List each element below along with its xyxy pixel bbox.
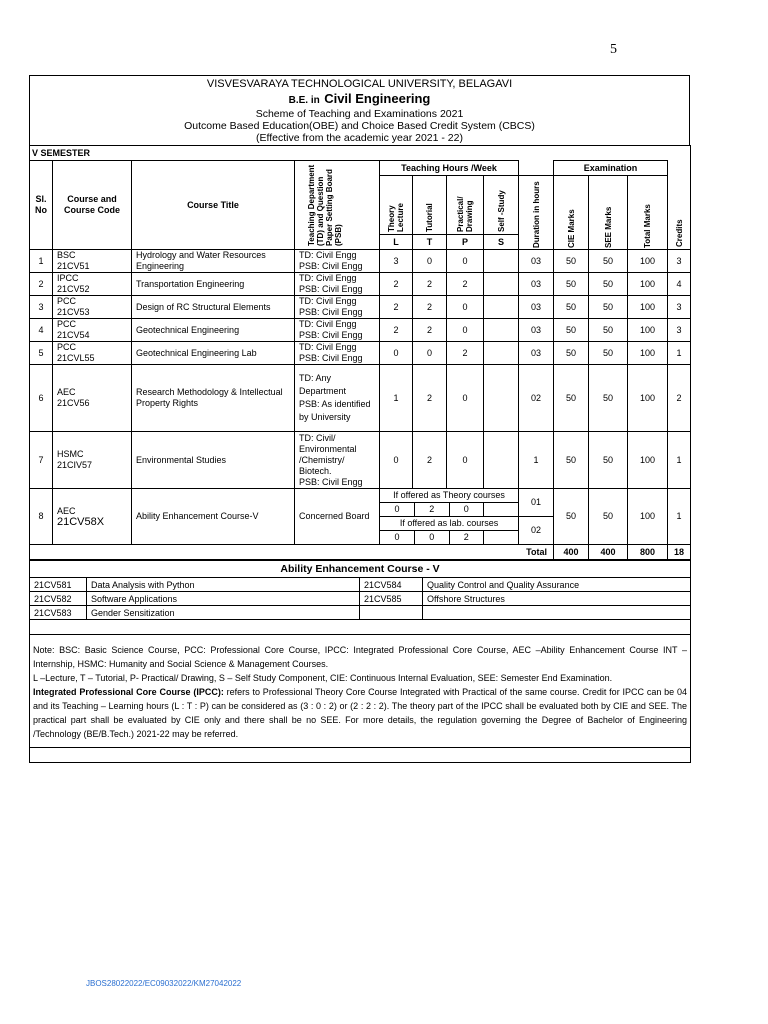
course-code: 21CV54 xyxy=(57,330,90,340)
cell-sl: 6 xyxy=(30,365,53,432)
course-type: BSC xyxy=(57,250,76,260)
ipcc-text: refers to Professional Theory Core Course Integrated with Practical of the same course. Credit for IPCC can be 04 and its Teaching – Learning hours (L : T : P) can be considered as (3 : 0 : 2) or (2 : 2 : 2). The theory part of the IPCC shall be evaluated both by CIE and SEE. The practical part shall be evaluated by CIE only and there shall be no SEE. For more details, the regulation governing the Degree of Bachelor of Engineering /Technology (BE/B.Tech.) 2021-22 may be referred. xyxy=(33,687,688,739)
cell-see: 50 xyxy=(589,342,628,365)
course-type: PCC xyxy=(57,342,77,352)
aec-name xyxy=(423,606,691,620)
theory-t: 2 xyxy=(415,503,450,517)
cell-s xyxy=(484,342,519,365)
col-cie: CIE Marks xyxy=(566,208,576,248)
cell-s xyxy=(484,365,519,432)
cell-credits: 2 xyxy=(668,365,691,432)
col-t: T xyxy=(413,235,447,250)
cell-cie: 50 xyxy=(554,365,589,432)
col-duration: Duration in hours xyxy=(531,180,541,248)
cell-p: 2 xyxy=(447,342,484,365)
cell-cie: 50 xyxy=(554,342,589,365)
cell-sl: 3 xyxy=(30,296,53,319)
table-row xyxy=(30,250,691,273)
cell-l: 2 xyxy=(380,296,413,319)
degree-prefix: B.E. in xyxy=(288,95,320,106)
cell-credits: 4 xyxy=(668,273,691,296)
cell-t: 0 xyxy=(413,250,447,273)
course-dept: TD: Civil Engg PSB: Civil Engg xyxy=(295,273,380,296)
page-number: 5 xyxy=(610,42,617,57)
cell-see: 50 xyxy=(589,432,628,489)
cell-s xyxy=(484,250,519,273)
scheme-sheet xyxy=(29,75,690,763)
cell-s xyxy=(484,273,519,296)
cell-see: 50 xyxy=(589,319,628,342)
course-title: Geotechnical Engineering Lab xyxy=(132,342,295,365)
course-dept: Concerned Board xyxy=(295,489,380,545)
cell-duration: 03 xyxy=(519,250,554,273)
ipcc-label: Integrated Professional Core Course (IPCC): xyxy=(33,687,224,697)
course-code: 21CV51 xyxy=(57,261,90,271)
theory-p: 0 xyxy=(449,503,484,517)
cell-p: 0 xyxy=(447,250,484,273)
aec-code xyxy=(360,606,423,620)
cell-total: 100 xyxy=(628,273,668,296)
cell-total: 100 xyxy=(628,342,668,365)
col-tutorial: Tutorial xyxy=(425,203,435,232)
aec-table xyxy=(29,560,691,763)
col-sl: Sl. No xyxy=(30,161,53,250)
cell-t: 2 xyxy=(413,432,447,489)
lab-l: 0 xyxy=(380,531,415,545)
cell-sl: 2 xyxy=(30,273,53,296)
footer-reference-code: JBOS28022022/EC09032022/KM27042022 xyxy=(86,979,242,988)
cell-total: 100 xyxy=(628,250,668,273)
theory-l: 0 xyxy=(380,503,415,517)
note-legend: L –Lecture, T – Tutorial, P- Practical/ Drawing, S – Self Study Component, CIE: Continuous Internal Evaluation, SEE: Semester End Examination. xyxy=(33,673,613,683)
theory-duration: 01 xyxy=(531,497,542,507)
course-dept: TD: Civil/ Environmental /Chemistry/ Biotech. PSB: Civil Engg xyxy=(295,432,380,489)
obe-title: Outcome Based Education(OBE) and Choice Based Credit System (CBCS) xyxy=(30,120,690,132)
aec-name: Data Analysis with Python xyxy=(87,578,360,592)
col-dept: Teaching Department (TD) and Question Paper Setting Board (PSB) xyxy=(307,164,343,246)
cell-duration: 1 xyxy=(519,432,554,489)
theory-option-note: If offered as Theory courses xyxy=(393,490,505,500)
col-total: Total Marks xyxy=(643,203,653,248)
cell-duration: 02 xyxy=(519,365,554,432)
course-type: AEC xyxy=(57,505,76,516)
cell-l: 0 xyxy=(380,432,413,489)
course-code: 21CIV57 xyxy=(57,460,93,470)
total-credits: 18 xyxy=(668,545,691,560)
cell-credits: 1 xyxy=(668,489,691,545)
course-dept: TD: Civil Engg PSB: Civil Engg xyxy=(295,250,380,273)
cell-p: 0 xyxy=(447,296,484,319)
lab-p: 2 xyxy=(449,531,484,545)
course-code: 21CV56 xyxy=(57,398,90,408)
cell-total: 100 xyxy=(628,432,668,489)
cell-t: 2 xyxy=(413,296,447,319)
cell-p: 0 xyxy=(447,319,484,342)
university-name: VISVESVARAYA TECHNOLOGICAL UNIVERSITY, BELAGAVI xyxy=(30,76,690,91)
course-title: Geotechnical Engineering xyxy=(132,319,295,342)
col-credits: Credits xyxy=(674,219,684,248)
course-title: Design of RC Structural Elements xyxy=(132,296,295,319)
col-s: S xyxy=(484,235,519,250)
cell-see: 50 xyxy=(589,296,628,319)
table-row xyxy=(30,489,691,545)
cell-sl: 4 xyxy=(30,319,53,342)
course-title: Ability Enhancement Course-V xyxy=(132,489,295,545)
cell-p: 0 xyxy=(447,432,484,489)
cell-t: 2 xyxy=(413,273,447,296)
aec-code: 21CV583 xyxy=(30,606,87,620)
cell-total: 100 xyxy=(628,365,668,432)
cell-p: 2 xyxy=(447,273,484,296)
col-self-study: Self -Study xyxy=(496,190,506,232)
course-type: IPCC xyxy=(57,273,79,283)
col-practical: Practical/ Drawing xyxy=(456,196,475,232)
cell-cie: 50 xyxy=(554,296,589,319)
table-row xyxy=(30,365,691,432)
cell-credits: 3 xyxy=(668,250,691,273)
cell-cie: 50 xyxy=(554,319,589,342)
cell-duration: 03 xyxy=(519,319,554,342)
cell-total: 100 xyxy=(628,489,668,545)
cell-credits: 3 xyxy=(668,319,691,342)
course-dept: TD: Civil Engg PSB: Civil Engg xyxy=(295,319,380,342)
cell-t: 2 xyxy=(413,365,447,432)
cell-sl: 7 xyxy=(30,432,53,489)
course-type: PCC xyxy=(57,319,77,329)
cell-t: 2 xyxy=(413,319,447,342)
total-marks: 800 xyxy=(628,545,668,560)
cell-sl: 1 xyxy=(30,250,53,273)
course-title: Hydrology and Water Resources Engineering xyxy=(132,250,295,273)
total-cie: 400 xyxy=(554,545,589,560)
cell-see: 50 xyxy=(589,365,628,432)
col-see: SEE Marks xyxy=(603,206,613,248)
cell-sl: 5 xyxy=(30,342,53,365)
cell-duration: 03 xyxy=(519,296,554,319)
col-course: Course and Course Code xyxy=(53,161,132,250)
cell-sl: 8 xyxy=(30,489,53,545)
cell-l: 1 xyxy=(380,365,413,432)
course-dept: TD: Civil Engg PSB: Civil Engg xyxy=(295,342,380,365)
lab-option-note: If offered as lab. courses xyxy=(380,517,518,531)
cell-total: 100 xyxy=(628,296,668,319)
totals-row xyxy=(30,545,691,560)
course-code: 21CV53 xyxy=(57,307,90,317)
cell-s xyxy=(484,319,519,342)
aec-code: 21CV581 xyxy=(30,578,87,592)
aec-name: Quality Control and Quality Assurance xyxy=(423,578,691,592)
col-theory: Theory Lecture xyxy=(387,203,406,232)
semester-label: V SEMESTER xyxy=(30,146,380,161)
cell-duration: 03 xyxy=(519,273,554,296)
col-title: Course Title xyxy=(132,161,295,250)
col-p: P xyxy=(447,235,484,250)
aec-name: Software Applications xyxy=(87,592,360,606)
degree-name: Civil Engineering xyxy=(324,91,431,106)
course-dept: TD: Civil Engg PSB: Civil Engg xyxy=(295,296,380,319)
scheme-table xyxy=(29,145,691,560)
table-row xyxy=(30,319,691,342)
table-row xyxy=(30,296,691,319)
cell-see: 50 xyxy=(589,273,628,296)
cell-l: 2 xyxy=(380,273,413,296)
table-row xyxy=(30,606,691,620)
aec-code: 21CV585 xyxy=(360,592,423,606)
cell-cie: 50 xyxy=(554,273,589,296)
table-row xyxy=(30,342,691,365)
aec-name: Offshore Structures xyxy=(423,592,691,606)
table-row xyxy=(30,273,691,296)
aec-title: Ability Enhancement Course - V xyxy=(30,561,691,578)
scheme-header xyxy=(29,75,690,145)
course-title: Transportation Engineering xyxy=(132,273,295,296)
effective-year: (Effective from the academic year 2021 - 22) xyxy=(30,132,690,145)
cell-l: 2 xyxy=(380,319,413,342)
col-teaching-hours: Teaching Hours /Week xyxy=(380,161,519,176)
cell-credits: 1 xyxy=(668,432,691,489)
cell-s xyxy=(484,432,519,489)
cell-duration: 03 xyxy=(519,342,554,365)
lab-duration: 02 xyxy=(519,517,553,545)
course-code: 21CV52 xyxy=(57,284,90,294)
cell-credits: 1 xyxy=(668,342,691,365)
cell-p: 0 xyxy=(447,365,484,432)
cell-l: 3 xyxy=(380,250,413,273)
notes-block xyxy=(30,635,691,748)
cell-see: 50 xyxy=(589,250,628,273)
cell-see: 50 xyxy=(589,489,628,545)
course-type: AEC xyxy=(57,387,76,397)
aec-name: Gender Sensitization xyxy=(87,606,360,620)
total-label: Total xyxy=(30,545,554,560)
col-examination: Examination xyxy=(554,161,668,176)
cell-cie: 50 xyxy=(554,250,589,273)
table-row xyxy=(30,432,691,489)
course-dept: TD: Any Department PSB: As identified by University xyxy=(295,365,380,432)
cell-t: 0 xyxy=(413,342,447,365)
course-code: 21CVL55 xyxy=(57,353,95,363)
course-title: Environmental Studies xyxy=(132,432,295,489)
cell-credits: 3 xyxy=(668,296,691,319)
row8-duration xyxy=(519,489,553,544)
cell-l: 0 xyxy=(380,342,413,365)
cell-cie: 50 xyxy=(554,432,589,489)
course-title: Research Methodology & Intellectual Property Rights xyxy=(132,365,295,432)
row8-hours xyxy=(380,489,518,544)
cell-s xyxy=(484,296,519,319)
table-row xyxy=(30,578,691,592)
note-abbreviations: Note: BSC: Basic Science Course, PCC: Professional Core Course, IPCC: Integrated Professional Core Course, AEC –Ability Enhancement Course INT – Internship, HSMC: Humanity and Social Science & Management Courses. xyxy=(33,645,688,669)
cell-total: 100 xyxy=(628,319,668,342)
table-row xyxy=(30,592,691,606)
cell-cie: 50 xyxy=(554,489,589,545)
course-type: PCC xyxy=(57,296,77,306)
course-type: HSMC xyxy=(57,449,84,459)
aec-code: 21CV582 xyxy=(30,592,87,606)
col-l: L xyxy=(380,235,413,250)
total-see: 400 xyxy=(589,545,628,560)
aec-code: 21CV584 xyxy=(360,578,423,592)
lab-t: 0 xyxy=(415,531,450,545)
course-code: 21CV58X xyxy=(57,515,105,528)
scheme-title: Scheme of Teaching and Examinations 2021 xyxy=(30,108,690,120)
